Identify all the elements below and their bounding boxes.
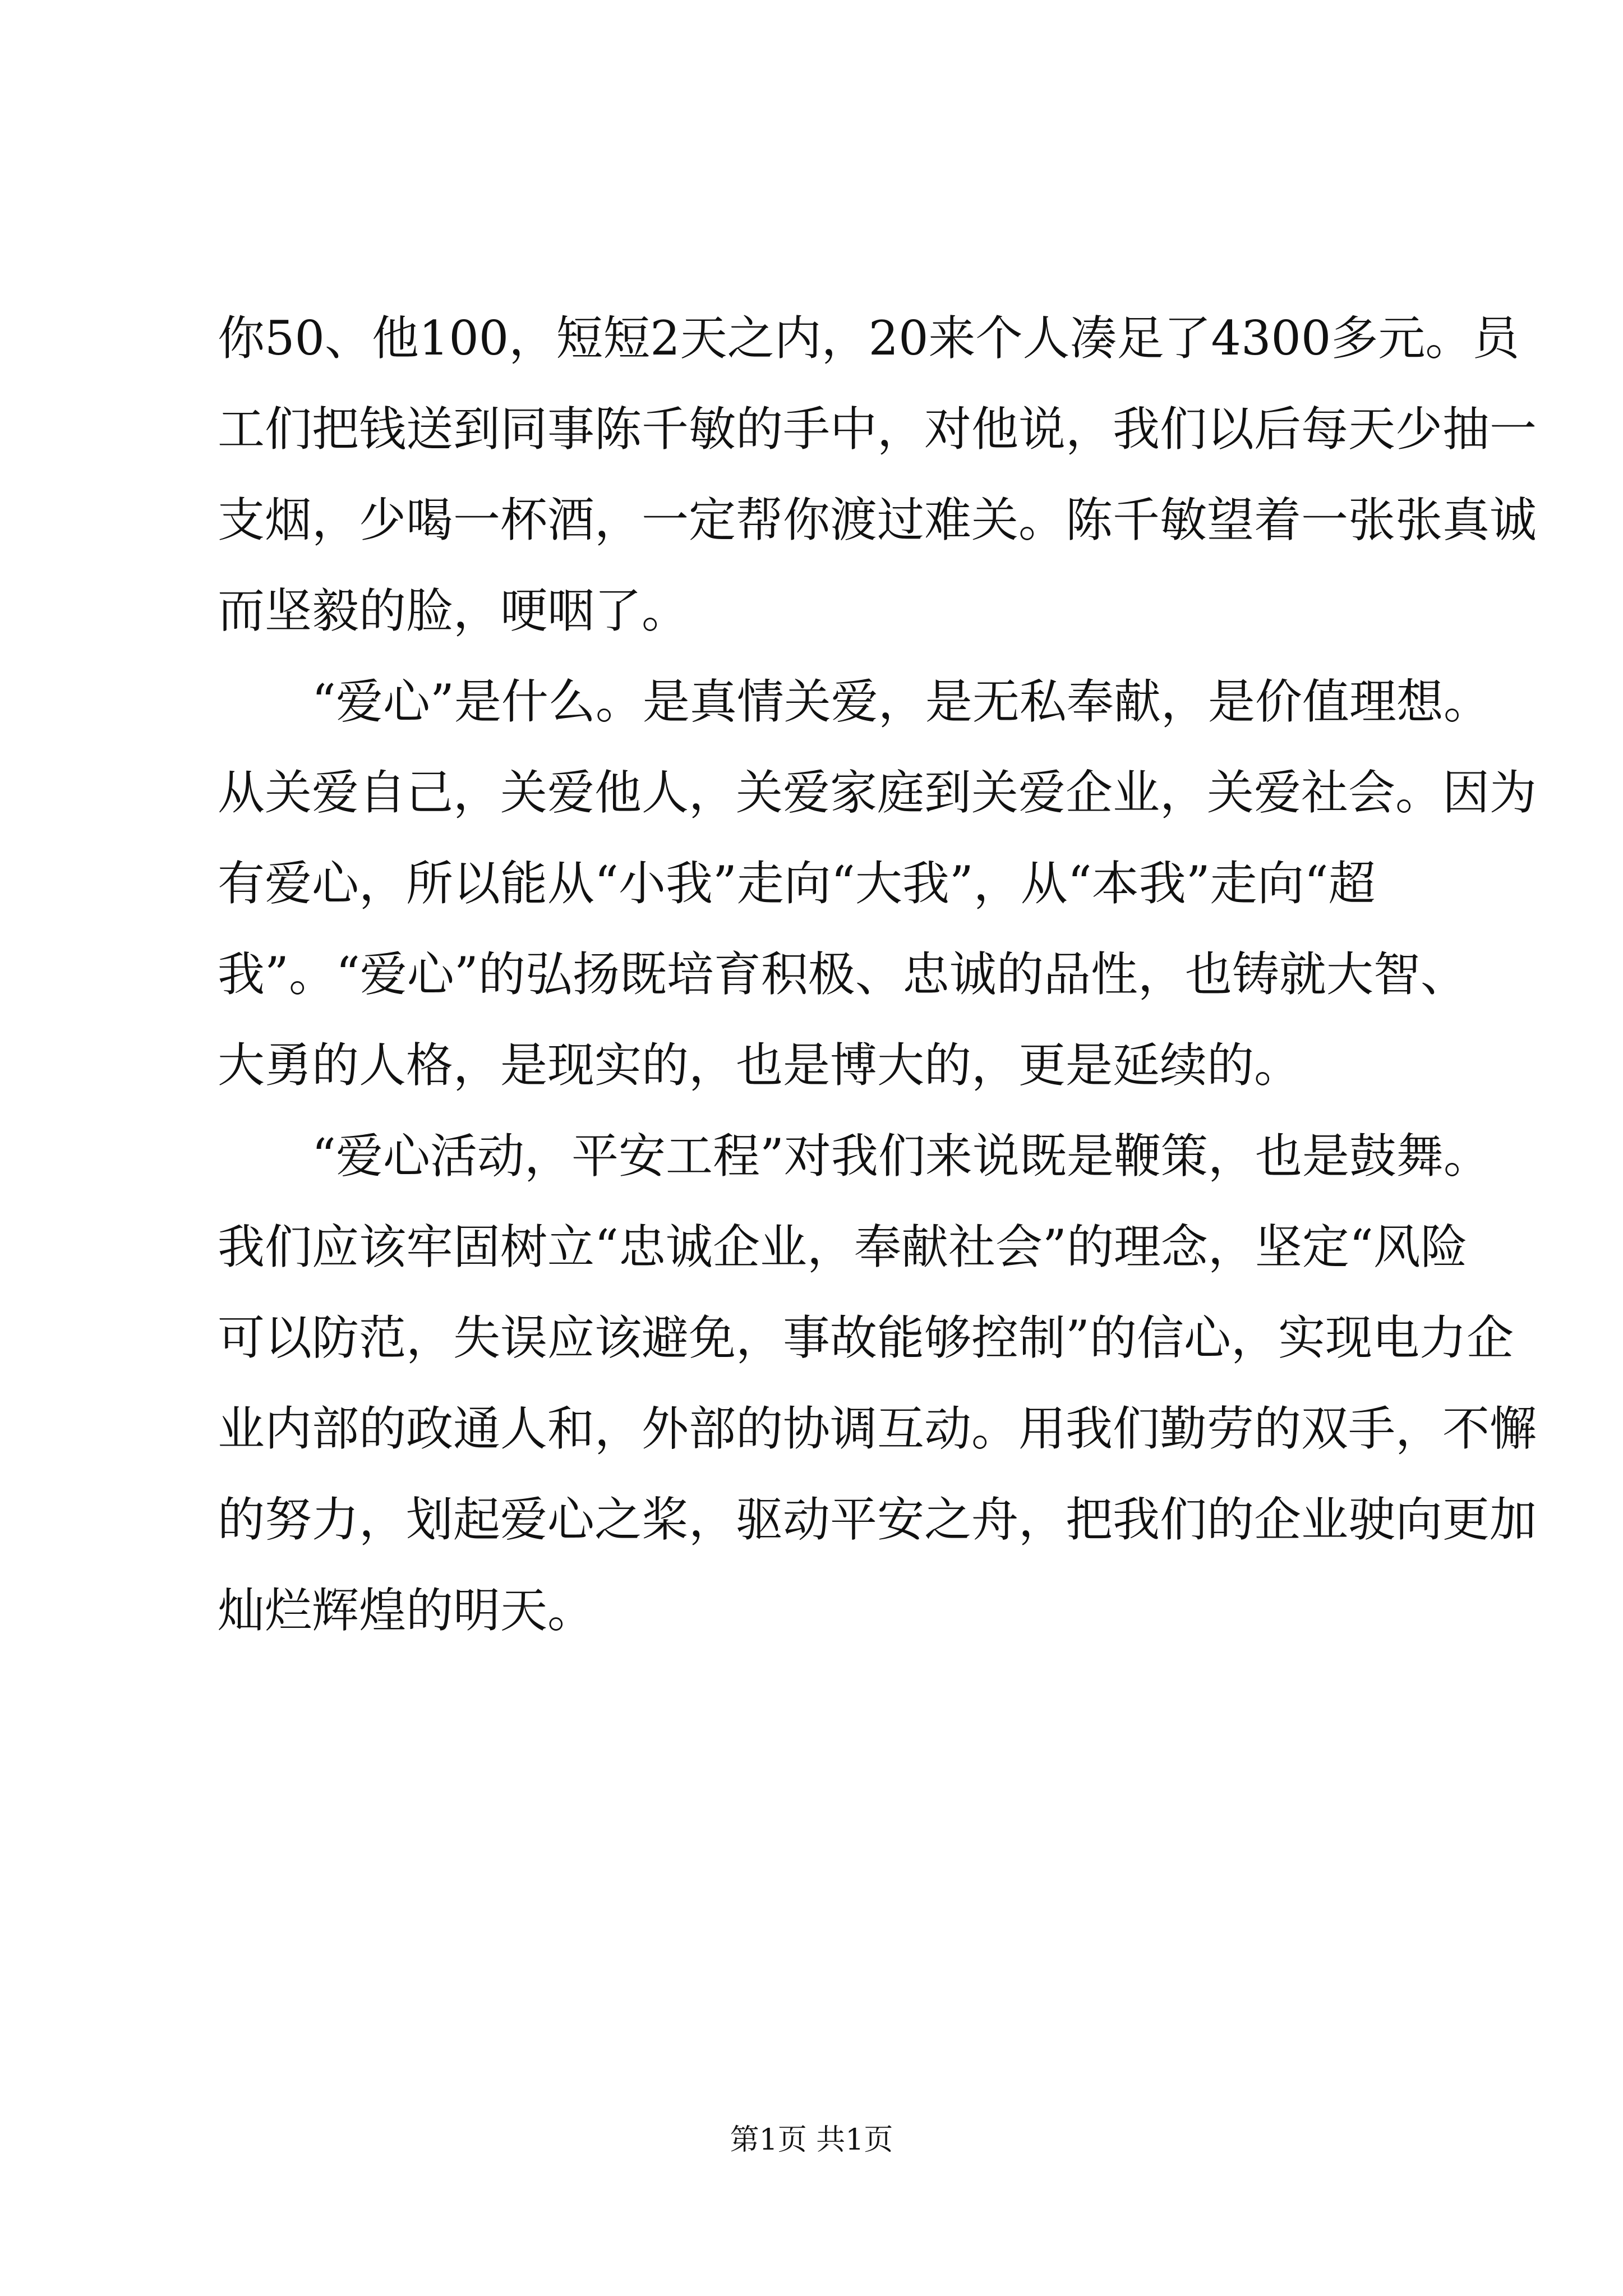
text-line: 支烟，少喝一杯酒，一定帮你渡过难关。陈千敏望着一张张真诚 [218,493,1537,547]
text-line: “爱心活动，平安工程”对我们来说既是鞭策，也是鼓舞。 [312,1129,1491,1184]
paragraph-2 [218,656,1537,1111]
text-line: 业内部的政通人和，外部的协调互动。用我们勤劳的双手，不懈 [218,1401,1537,1456]
text-line: 的努力，划起爱心之桨，驱动平安之舟，把我们的企业驶向更加 [218,1492,1537,1547]
text-line: 可以防范，失误应该避免，事故能够控制”的信心，实现电力企 [218,1310,1514,1365]
text-line: 有爱心，所以能从“小我”走向“大我”，从“本我”走向“超 [218,856,1376,911]
text-line: 大勇的人格，是现实的，也是博大的，更是延续的。 [218,1038,1302,1093]
document-body [218,293,1537,1656]
page-footer: 第1页 共1页 [730,2123,893,2157]
text-line: 我”。“爱心”的弘扬既培育积极、忠诚的品性，也铸就大智、 [218,947,1468,1002]
text-line: 你50、他100，短短2天之内，20来个人凑足了4300多元。员 [218,311,1520,366]
text-line: 灿烂辉煌的明天。 [218,1583,595,1638]
text-line: 而坚毅的脸，哽咽了。 [218,583,689,638]
paragraph-3 [218,1111,1537,1656]
paragraph-1 [218,293,1537,656]
text-line: 我们应该牢固树立“忠诚企业，奉献社会”的理念，坚定“风险 [218,1220,1468,1274]
text-line: 工们把钱送到同事陈千敏的手中，对他说，我们以后每天少抽一 [218,402,1537,457]
text-line: “爱心”是什么。是真情关爱，是无私奉献，是价值理想。 [312,674,1491,729]
text-line: 从关爱自己，关爱他人，关爱家庭到关爱企业，关爱社会。因为 [218,765,1537,820]
